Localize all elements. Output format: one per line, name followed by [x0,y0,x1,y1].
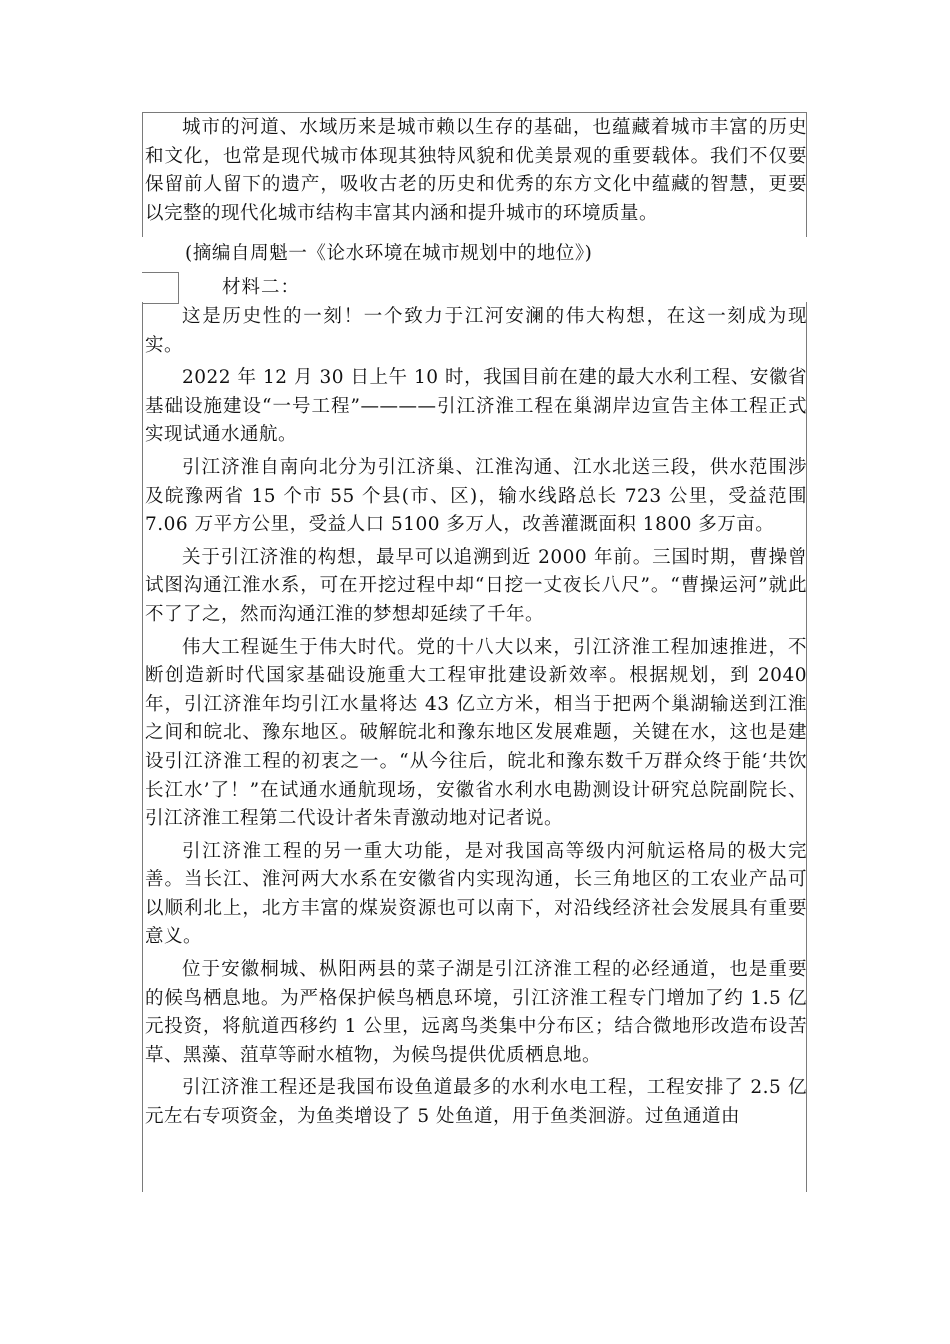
table-border-left-lower [142,302,143,1192]
material-two-body [145,303,807,1136]
material-two-label: 材料二： [222,277,301,298]
paragraph: 伟大工程诞生于伟大时代。党的十八大以来，引江济淮工程加速推进，不断创造新时代国家基础设施重大工程审批建设新效率。根据规划，到 2040 年，引江济淮年均引江水量将达 43 亿立方米，相当于把两个巢湖输送到江淮之间和皖北、豫东地区。破解皖北和豫东地区发展难题，关键在水，这也是建设引江济淮工程的初衷之一。“从今往后，皖北和豫东数千万群众终于能‘共饮长江水’了！”在试通水通航现场，安徽省水利水电勘测设计研究总院副院长、引江济淮工程第二代设计者朱青激动地对记者说。 [145,636,807,830]
paragraph: 关于引江济淮的构想，最早可以追溯到近 2000 年前。三国时期，曹操曾试图沟通江淮水系，可在开挖过程中却“日挖一丈夜长八尺”。“曹操运河”就此不了了之，然而沟通江淮的梦想却延续了千年。 [145,546,807,625]
source-citation: (摘编自周魁一《论水环境在城市规划中的地位》) [185,243,593,264]
paragraph: 这是历史性的一刻！一个致力于江河安澜的伟大构想，在这一刻成为现实。 [145,306,807,356]
table-cell-box [142,272,179,304]
paragraph: 引江济淮自南向北分为引江济巢、江淮沟通、江水北送三段，供水范围涉及皖豫两省 15 个市 55 个县(市、区)，输水线路总长 723 公里，受益范围 7.06 万平方公里，受益人口 5100 多万人，改善灌溉面积 1800 多万亩。 [145,456,807,536]
material-one-excerpt [145,114,807,228]
paragraph: 2022 年 12 月 30 日上午 10 时，我国目前在建的最大水利工程、安徽省基础设施建设“一号工程”————引江济淮工程在巢湖岸边宣告主体工程正式实现试通水通航。 [145,367,807,446]
paragraph: 位于安徽桐城、枞阳两县的菜子湖是引江济淮工程的必经通道，也是重要的候鸟栖息地。为严格保护候鸟栖息环境，引江济淮工程专门增加了约 1.5 亿元投资，将航道西移约 1 公里，远离鸟类集中分布区；结合微地形改造布设苦草、黑藻、菹草等耐水植物，为候鸟提供优质栖息地。 [145,959,807,1066]
paragraph: 城市的河道、水域历来是城市赖以生存的基础，也蕴藏着城市丰富的历史和文化，也常是现代城市体现其独特风貌和优美景观的重要载体。我们不仅要保留前人留下的遗产，吸收古老的历史和优秀的东方文化中蕴藏的智慧，更要以完整的现代化城市结构丰富其内涵和提升城市的环境质量。 [145,117,807,224]
table-border-top [142,112,806,113]
paragraph: 引江济淮工程的另一重大功能，是对我国高等级内河航运格局的极大完善。当长江、淮河两大水系在安徽省内实现沟通，长三角地区的工农业产品可以顺利北上，北方丰富的煤炭资源也可以南下，对沿线经济社会发展具有重要意义。 [145,840,807,948]
table-border-left [142,112,143,237]
paragraph: 引江济淮工程还是我国布设鱼道最多的水利水电工程，工程安排了 2.5 亿元左右专项资金，为鱼类增设了 5 处鱼道，用于鱼类洄游。过鱼通道由 [145,1077,807,1128]
